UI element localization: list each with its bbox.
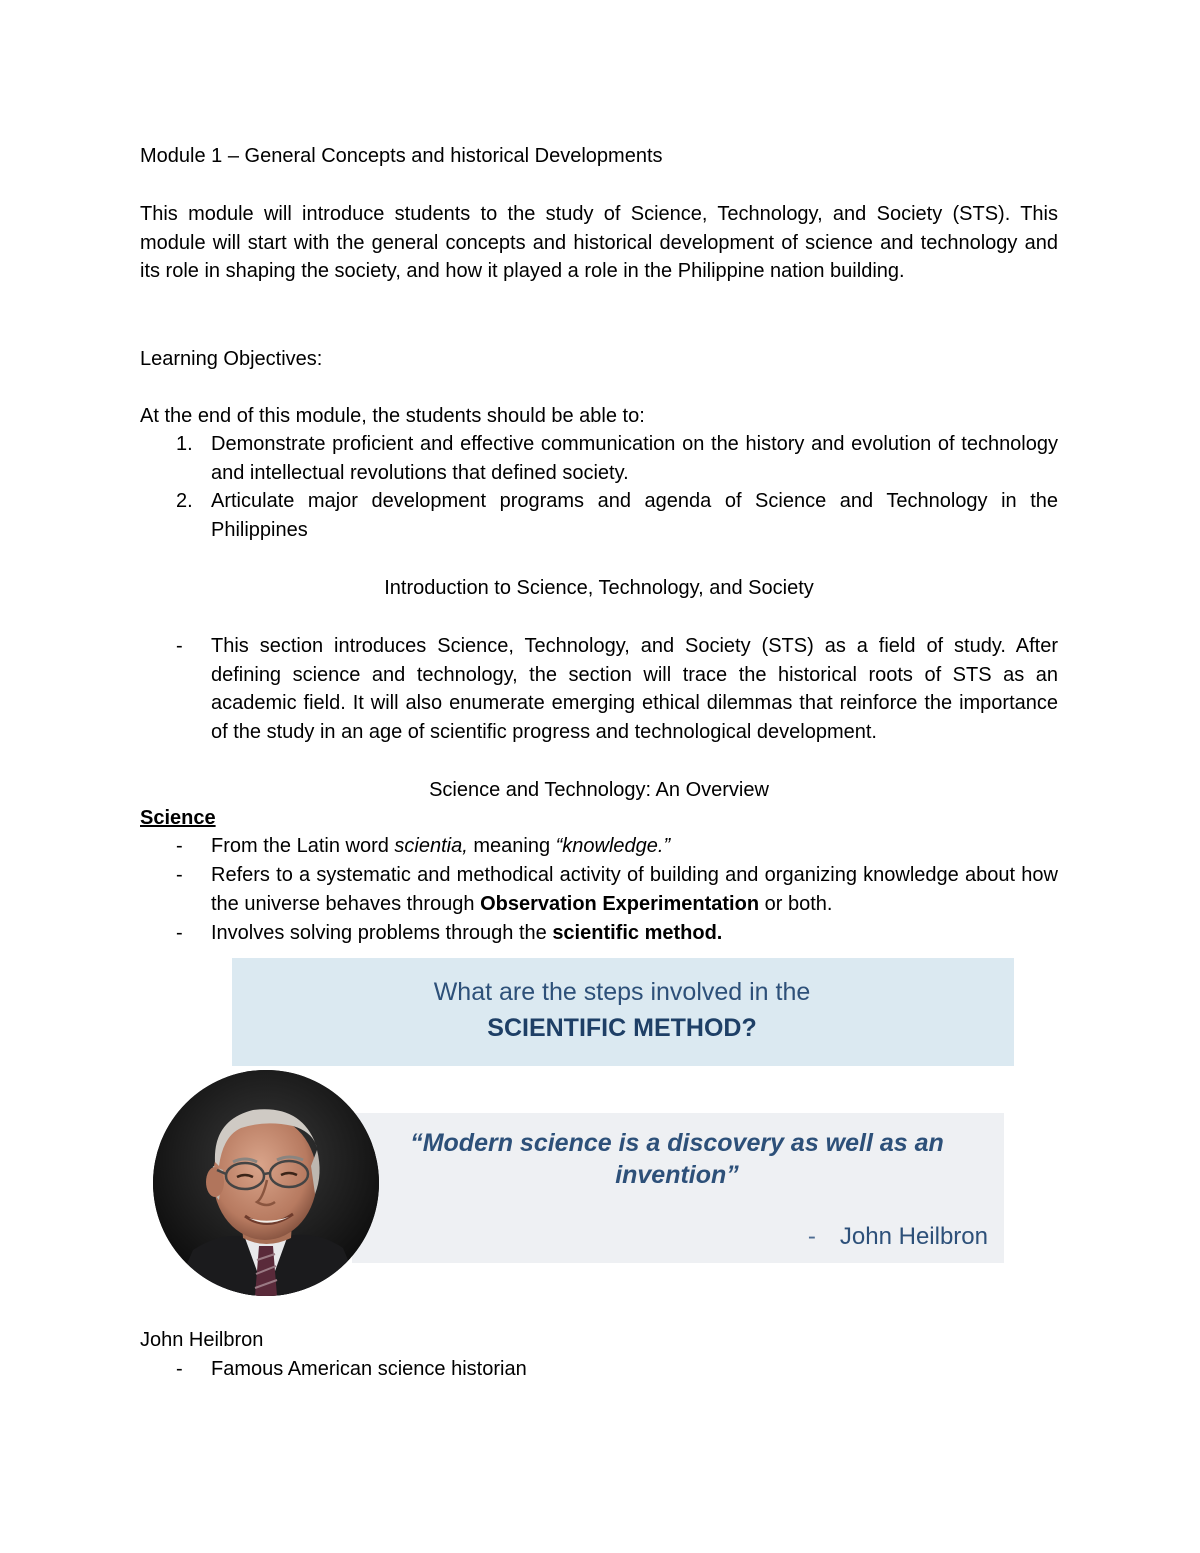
list-marker: 2. <box>176 490 193 512</box>
heilbron-heading: John Heilbron <box>140 1329 264 1351</box>
list-marker: - <box>176 864 183 886</box>
list-marker: - <box>176 635 183 657</box>
intro-heading: Introduction to Science, Technology, and Society <box>384 577 814 599</box>
science-bullet-text: Refers to a systematic and methodical activity of building and organizing knowledge about how the universe behaves through Observation Experimentation or both. <box>211 864 1058 915</box>
banner-question: What are the steps involved in the <box>433 978 811 1006</box>
heilbron-bullet-text: Famous American science historian <box>211 1358 527 1380</box>
module-title: Module 1 – General Concepts and historical Developments <box>140 145 663 167</box>
quote-card <box>352 1113 1004 1263</box>
overview-heading: Science and Technology: An Overview <box>429 779 769 801</box>
science-bullet-2 <box>140 861 1058 918</box>
scientific-method-banner <box>232 958 1014 1066</box>
objectives-lead: At the end of this module, the students should be able to: <box>140 405 645 427</box>
quote-text: “Modern science is a discovery as well as an invention” <box>410 1129 944 1189</box>
heilbron-bullet <box>140 1355 1058 1384</box>
science-heading: Science <box>140 807 216 829</box>
quote-author: John Heilbron <box>839 1223 988 1250</box>
portrait-illustration <box>153 1070 379 1296</box>
science-bullet-text: Involves solving problems through the scientific method. <box>211 922 723 944</box>
list-marker: - <box>176 1358 183 1380</box>
list-marker: - <box>176 922 183 944</box>
science-bullet-text: From the Latin word scientia, meaning “knowledge.” <box>211 835 671 857</box>
list-marker: 1. <box>176 433 193 455</box>
banner-emphasis: SCIENTIFIC METHOD? <box>487 1014 757 1042</box>
portrait-photo <box>153 1070 379 1296</box>
intro-bullet <box>140 632 1058 746</box>
science-bullet-3 <box>140 919 1058 948</box>
quote-dash: - <box>807 1223 816 1250</box>
science-bullet-1 <box>140 832 1058 861</box>
quote-attribution <box>808 1223 988 1251</box>
list-marker: - <box>176 835 183 857</box>
objective-text: Demonstrate proficient and effective communication on the history and evolution of technology and intellectual revolutions that defined society. <box>211 433 1058 484</box>
objective-item-2 <box>140 487 1058 544</box>
objective-text: Articulate major development programs and agenda of Science and Technology in the Philippines <box>211 490 1058 541</box>
intro-paragraph: This module will introduce students to the study of Science, Technology, and Society (STS). This module will start with the general concepts and historical development of science and technology and its role in shaping the society, and how it played a role in the Philippine nation building. <box>140 203 1058 283</box>
intro-bullet-text: This section introduces Science, Technology, and Society (STS) as a field of study. After defining science and technology, the section will trace the historical roots of STS as an academic field. It will also enumerate emerging ethical dilemmas that reinforce the importance of the study in an age of scientific progress and technological development. <box>211 635 1058 743</box>
objectives-heading: Learning Objectives: <box>140 348 323 370</box>
objective-item-1 <box>140 430 1058 487</box>
